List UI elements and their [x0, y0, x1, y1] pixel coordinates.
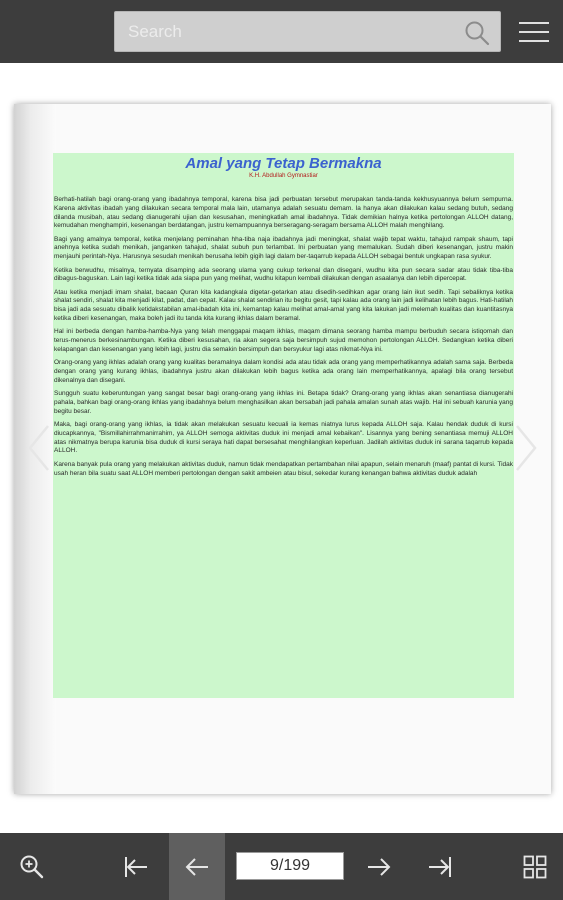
zoom-in-icon	[19, 854, 45, 880]
next-page-icon	[366, 855, 392, 879]
thumbnails-button[interactable]	[507, 833, 563, 900]
top-toolbar	[0, 0, 563, 63]
previous-page-button[interactable]	[169, 833, 225, 900]
search-icon[interactable]	[464, 20, 490, 46]
first-page-icon	[123, 855, 149, 879]
chevron-right-icon[interactable]	[513, 423, 539, 473]
search-box	[114, 11, 501, 52]
page-number-input[interactable]	[236, 852, 344, 880]
document-title: Amal yang Tetap Bermakna	[185, 155, 382, 172]
last-page-icon	[427, 855, 453, 879]
page-content	[53, 153, 514, 698]
paragraph: Hal ini berbeda dengan hamba-hamba-Nya yang telah menggapai maqam ikhlas, maqam dimana seorang hamba mampu berbuduh secara istiqomah dan terus-menerus berkesinambungan. Ketika diberi kesusahan, ria akan segera saja bersimpuh sujud memohon pertolongan ALLOH. Sedangkan ketika diberi kelapangan dan kesenangan yang lebih lagi, justru dia semakin bersimpuh dan bersyukur lagi atas nikmat-Nya ini.	[54, 328, 513, 353]
paragraph: Karena banyak pula orang yang melakukan aktivitas duduk, namun tidak mendapatkan pertambahan nilai apapun, selain menaruh (maaf) pantat di kursi. Tidak usah heran bila suatu saat ALLOH memberi pertolongan dengan sakit ambeien atau bisul, sekedar kurang kenangan bahwa aktivitas duduk adalah	[54, 460, 513, 477]
previous-page-icon	[184, 855, 210, 879]
paragraph: Sungguh suatu keberuntungan yang sangat besar bagi orang-orang yang ikhlas ini. Betapa tidak? Orang-orang yang ikhlas akan senantiasa dianugerahi pahala, bahkan bagi orang-orang ikhlas yang ibadahnya belum menghasilkan akan bersabah jadi pahala amalan sunah atas wajib. Hal ini sebuah karunia yang begitu besar.	[54, 390, 513, 415]
next-page-button[interactable]	[351, 833, 407, 900]
paragraph: Berhati-hatilah bagi orang-orang yang ibadahnya temporal, karena bisa jadi perbuatan tersebut merupakan tanda-tanda kekhusyuannya belum sempurna. Karena aktivitas ibadah yang dilakukan secara temporal mala lain, utamanya adalah sesuatu demam. Ia hanya akan dilakukan kalau sedang butuh, sedang dilanda musibah, atau sedang dianugerahi ujian dan kesusahan, meningkatlah amal ibadahnya. Tidak demikian halnya ketika pertolongan ALLOH datang, kemudahan menghampiri, kesenangan berdatangan, justru kemampuannya berseragang-seragam bersama ALLOH malah menghilang.	[54, 196, 513, 230]
paragraph: Maka, bagi orang-orang yang ikhlas, ia tidak akan melakukan sesuatu kecuali ia kemas niatnya lurus kepada ALLOH saja. Kalau hendak duduk di kursi diucapkannya, "Bismillahirrahmanirrahim, ya ALLOH semoga aktivitas duduk ini menjadi amal kebaikan". Lisannya yang bening senantiasa memuji ALLOH atas nikmatnya berupa karunia bisa duduk di kursi seraya hati dapat bersesahat menghilangkan keperluan. Jadilah aktivitas duduk ini sarana taqarrub kepada ALLOH.	[54, 421, 513, 455]
chevron-left-icon[interactable]	[26, 423, 52, 473]
paragraph: Ketika berwudhu, misalnya, ternyata disamping ada seorang ulama yang cukup terkenal dan disegani, wudhu kita pun secara sadar atau tidak tiba-tiba dibagus-baguskan. Lain lagi ketika tidak ada siapa pun yang melihat, wudhu kitapun kembali dilakukan dengan asaalanya dan lebih dipercepat.	[54, 266, 513, 283]
last-page-button[interactable]	[412, 833, 468, 900]
zoom-button[interactable]	[4, 833, 60, 900]
paragraph: Atau ketika menjadi imam shalat, bacaan Quran kita kadangkala digetar-getarkan atau disedih-sedihkan agar orang lain ikut sedih. Tapi sebaliknya ketika shalat sendiri, shalat kita menjadi kilat, padat, dan cepat. Kalau shalat sendirian itu begitu gesit, tapi kalau ada orang lain jadi kelihatan lebih bagus. Hati-hatilah bisa jadi ada sesuatu dibalik ketidakstabilan amal-ibadah kita ini, kemantap kalau melihat amal-amal yang kita lakukan jadi melemah kualitas dan kuantitasnya ketika diberi kesenangan, maka boleh jadi itu tanda kita kurang ikhlas dalam beramal.	[54, 288, 513, 323]
search-input[interactable]	[115, 12, 455, 51]
paragraph: Orang-orang yang ikhlas adalah orang yang kualitas beramalnya dalam kondisi ada atau tidak ada orang yang memperhatikannya adalah sama saja. Berbeda dengan orang yang kurang ikhlas, ibadahnya justru akan dilakukan lebih bagus ketika ada orang lain memperhatikannya, apalagi bila orang tersebut dikenalnya dan disegani.	[54, 359, 513, 384]
document-author: K.H. Abdullah Gymnastiar	[249, 173, 318, 179]
thumbnail-grid-icon	[523, 855, 547, 879]
first-page-button[interactable]	[108, 833, 164, 900]
bottom-toolbar	[0, 833, 563, 900]
document-body	[54, 196, 513, 483]
paragraph: Bagi yang amalnya temporal, ketika menjelang peminahan hha-tiba naja ibadahnya jadi meningkat, shalat wajib tepat waktu, tahajud rampak shaum, tapi anehnya ketika sudah menikah, janganken tahajud, shalat subuh pun terlambat. Ini perbuatan yang memalukan. Sudah diberi kesenangan, justru makin menjauhi perintah-Nya. Harusnya sesudah menikah berusaha lebih gigih lagi dalam ber-taqarrub kepada ALLOH sebagai bentuk ungkapan rasa syukur.	[54, 235, 513, 261]
menu-icon[interactable]	[519, 18, 549, 46]
